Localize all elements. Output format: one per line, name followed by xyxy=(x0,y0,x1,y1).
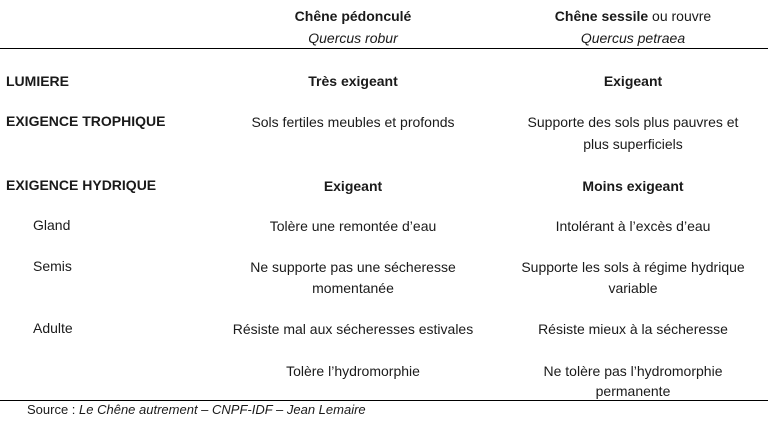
lumiere-col2: Exigeant xyxy=(603,73,663,89)
row-label-gland: Gland xyxy=(33,217,71,233)
source-prefix: Source : xyxy=(27,402,80,417)
header-divider xyxy=(0,48,768,49)
row-label-adulte: Adulte xyxy=(33,320,73,336)
row-label-lumiere: LUMIERE xyxy=(6,73,69,89)
header-col1-name: Chêne pédonculé xyxy=(294,8,412,24)
gland-col1: Tolère une remontée d’eau xyxy=(269,218,437,234)
header-col2-latin: Quercus petraea xyxy=(580,30,686,46)
hydromorphie-col2-line2: permanente xyxy=(595,383,671,399)
header-col2 xyxy=(500,6,766,26)
hydrique-col2: Moins exigeant xyxy=(582,178,684,194)
source-note xyxy=(27,402,366,417)
semis-col1-line2: momentanée xyxy=(312,280,394,296)
semis-col2-line2: variable xyxy=(608,280,658,296)
header-col2-name: Chêne sessile xyxy=(554,8,649,24)
row-label-hydrique: EXIGENCE HYDRIQUE xyxy=(6,177,157,193)
trophique-col2-line1: Supporte des sols plus pauvres et xyxy=(527,114,739,130)
trophique-col2-line2: plus superficiels xyxy=(583,136,683,152)
row-label-trophique: EXIGENCE TROPHIQUE xyxy=(6,113,166,129)
semis-col1-line1: Ne supporte pas une sécheresse xyxy=(250,259,456,275)
hydromorphie-col2-line1: Ne tolère pas l’hydromorphie xyxy=(543,363,723,379)
footer-divider xyxy=(0,400,768,401)
row-label-semis: Semis xyxy=(33,258,72,274)
hydrique-col1: Exigeant xyxy=(323,178,383,194)
source-text: Le Chêne autrement – CNPF-IDF – Jean Lemaire xyxy=(79,402,366,417)
adulte-col2: Résiste mieux à la sécheresse xyxy=(538,321,728,337)
gland-col2: Intolérant à l’excès d’eau xyxy=(555,218,711,234)
trophique-col1: Sols fertiles meubles et profonds xyxy=(251,114,455,130)
header-col2-suffix: ou rouvre xyxy=(648,8,712,24)
header-col1-latin: Quercus robur xyxy=(308,30,398,46)
semis-col2-line1: Supporte les sols à régime hydrique xyxy=(521,259,745,275)
adulte-col1: Résiste mal aux sécheresses estivales xyxy=(232,321,474,337)
lumiere-col1: Très exigeant xyxy=(308,73,398,89)
hydromorphie-col1: Tolère l’hydromorphie xyxy=(286,363,420,379)
